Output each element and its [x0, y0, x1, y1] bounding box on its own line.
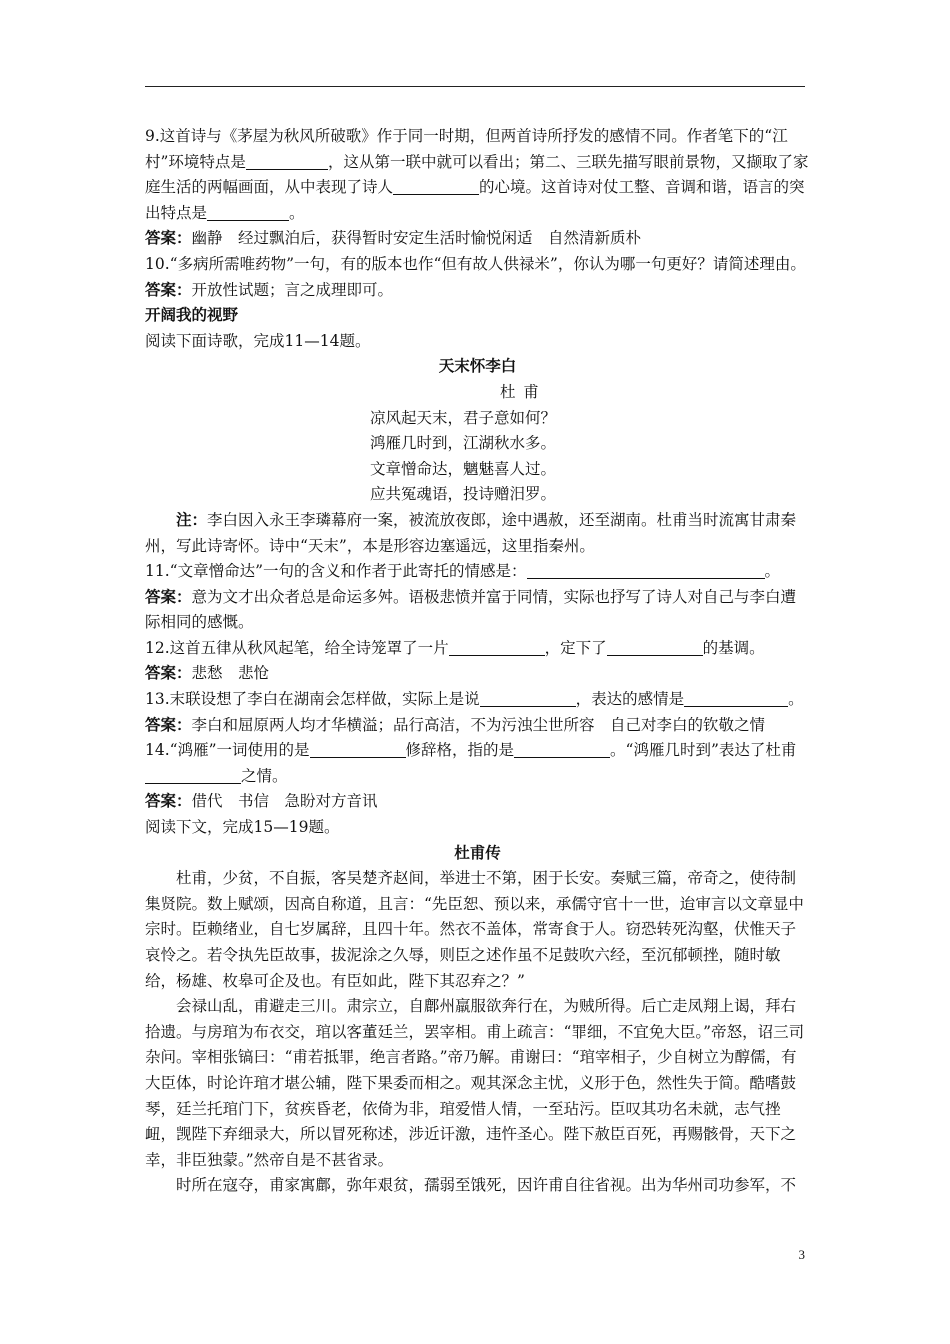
poem-title: 天末怀李白 [438, 357, 517, 376]
answer-blank[interactable] [684, 690, 788, 707]
answer-blank[interactable] [207, 204, 289, 221]
answer-10: 答案：开放性试题；言之成理即可。 [145, 280, 394, 299]
poem-line: 鸿雁几时到，江湖秋水多。 [370, 434, 557, 453]
answer-12: 答案：悲愁 悲怆 [145, 664, 270, 683]
answer-blank[interactable] [607, 639, 703, 656]
page-number: 3 [798, 1247, 805, 1262]
question-12: 12.这首五律从秋风起笔，给全诗笼罩了一片 ，定下了 的基调。 [145, 638, 765, 657]
answer-blank[interactable] [514, 741, 610, 758]
instruction-poem: 阅读下面诗歌，完成11—14题。 [145, 331, 371, 350]
prose-paragraph: 会禄山乱，甫避走三川。肃宗立，自鄜州羸服欲奔行在，为贼所得。后亡走凤翔上谒，拜右拾遗。与房琯为布衣交，琯以客董廷兰，罢宰相。甫上疏言：“罪细，不宜免大臣。”帝怒，诏三司杂问。宰相张镐曰：“甫若抵罪，绝言者路。”帝乃解。甫谢曰：“琯宰相子，少自树立为醇儒，有大臣体，时论许琯才堪公辅，陛下果委而相之。观其深念主忧，义形于色，然性失于简。酷嗜鼓琴，廷兰托琯门下，贫疾昏老，依倚为非，琯爱惜人情，一至玷污。臣叹其功名未就，志气挫衄，觊陛下弃细录大，所以冒死称述，涉近讦激，违忤圣心。陛下赦臣百死，再赐骸骨，天下之幸，非臣独蒙。”然帝自是不甚省录。 [145, 997, 805, 1169]
answer-13: 答案：李白和屈原两人均才华横溢；品行高洁，不为污浊尘世所容 自己对李白的钦敬之情 [145, 715, 766, 734]
instruction-prose: 阅读下文，完成15—19题。 [145, 818, 340, 837]
answer-blank[interactable] [393, 178, 479, 195]
question-14: 14.“鸿雁”一词使用的是 修辞格，指的是 。“鸿雁几时到”表达了杜甫之情。 [145, 741, 797, 785]
poem-line: 凉风起天末，君子意如何？ [370, 408, 557, 427]
poem-line: 应共冤魂语，投诗赠汨罗。 [370, 485, 557, 504]
page-content [145, 124, 810, 1199]
prose-paragraph: 杜甫，少贫，不自振，客吴楚齐赵间，举进士不第，困于长安。奏赋三篇，帝奇之，使待制集贤院。数上赋颂，因高自称道，且言：“先臣恕、预以来，承儒守官十一世，迨审言以文章显中宗时。臣赖绪业，自七岁属辞，且四十年。然衣不盖体，常寄食于人。窃恐转死沟壑，伏惟天子哀怜之。若令执先臣故事，拔泥涂之久辱，则臣之述作虽不足鼓吹六经，至沉郁顿挫，随时敏给，杨雄、枚皋可企及也。有臣如此，陛下其忍弃之？” [145, 869, 804, 990]
prose-title: 杜甫传 [454, 843, 501, 862]
question-10: 10.“多病所需唯药物”一句，有的版本也作“但有故人供禄米”，你认为哪一句更好？请简述理由。 [145, 254, 806, 273]
poem-line: 文章憎命达，魑魅喜人过。 [370, 459, 557, 478]
answer-14: 答案：借代 书信 急盼对方音讯 [145, 792, 378, 811]
answer-9: 答案：幽静 经过飘泊后，获得暂时安定生活时愉悦闲适 自然清新质朴 [145, 229, 642, 248]
question-9: 9.这首诗与《茅屋为秋风所破歌》作于同一时期，但两首诗所抒发的感情不同。作者笔下的“江村”环境特点是 ，这从第一联中就可以看出；第二、三联先描写眼前景物，又撷取了家庭生活的两幅画面，从中表现了诗人 的心境。这首诗对仗工整、音调和谐，语言的突出特点是 。 [145, 127, 809, 222]
answer-blank[interactable] [480, 690, 576, 707]
section-heading: 开阔我的视野 [145, 306, 239, 325]
answer-11: 答案：意为文才出众者总是命运多舛。语极悲愤并富于同情，实际也抒写了诗人对自己与李白遭际相同的感慨。 [145, 587, 797, 632]
poem-author: 杜甫 [500, 382, 547, 401]
answer-blank[interactable] [527, 562, 765, 579]
answer-blank[interactable] [310, 741, 406, 758]
answer-blank[interactable] [449, 639, 545, 656]
header-rule [145, 86, 805, 87]
answer-blank[interactable] [246, 153, 328, 170]
prose-paragraph: 时所在寇夺，甫家寓鄜，弥年艰贫，孺弱至饿死，因许甫自往省视。出为华州司功参军，不 [176, 1176, 797, 1195]
question-11: 11.“文章憎命达”一句的含义和作者于此寄托的情感是： 。 [145, 562, 781, 581]
answer-blank[interactable] [145, 767, 241, 784]
question-13: 13.末联设想了李白在湖南会怎样做，实际上是说 ，表达的感情是 。 [145, 690, 804, 709]
poem-note: 注：李白因入永王李璘幕府一案，被流放夜郎，途中遇赦，还至湖南。杜甫当时流寓甘肃秦州，写此诗寄怀。诗中“天末”，本是形容边塞遥远，这里指秦州。 [145, 510, 797, 555]
